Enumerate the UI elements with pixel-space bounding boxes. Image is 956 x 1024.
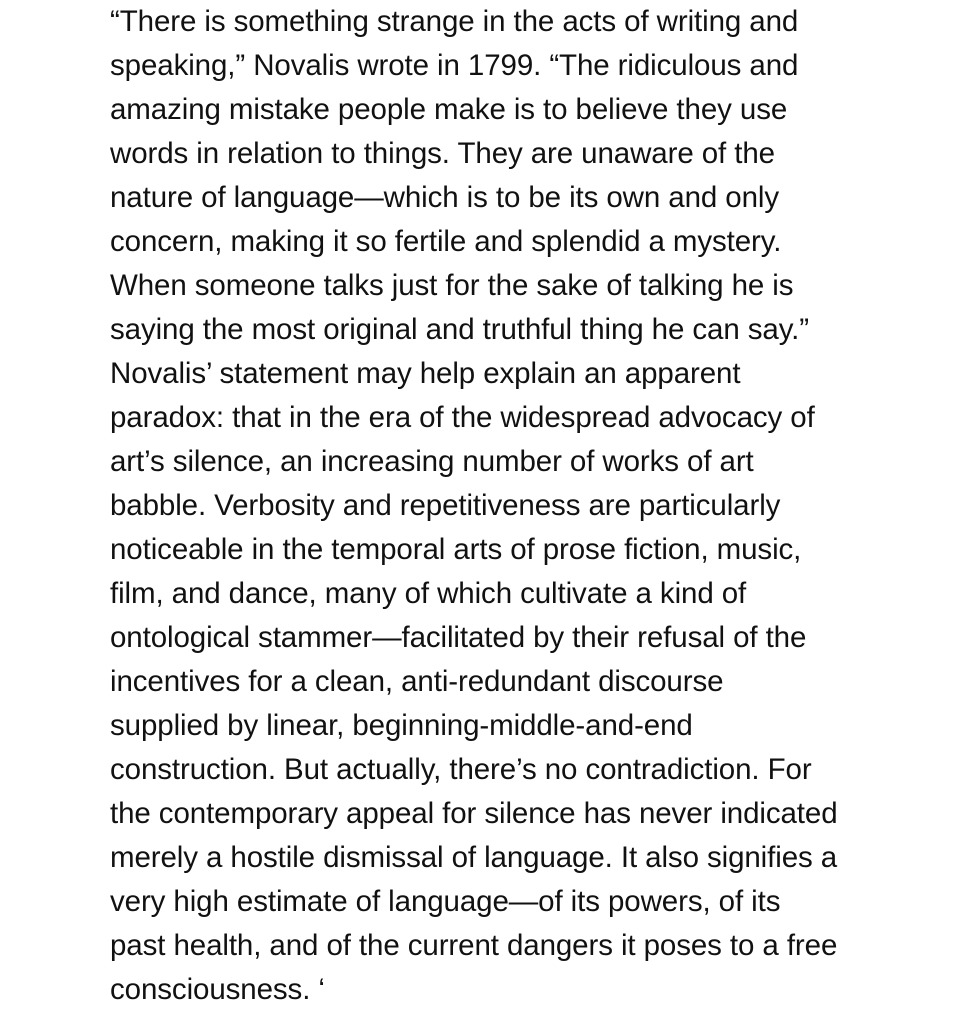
text-line-5: nature of language—which is to be its own and only <box>110 181 780 214</box>
text-line-4: words in relation to things. They are unaware of the <box>110 137 775 170</box>
text-line-17: supplied by linear, beginning-middle-and-end <box>110 709 693 742</box>
text-line-10: paradox: that in the era of the widespread advocacy of <box>110 401 815 434</box>
text-line-11: art’s silence, an increasing number of works of art <box>110 445 754 478</box>
text-line-8: saying the most original and truthful thing he can say.” <box>110 313 809 346</box>
text-line-19: the contemporary appeal for silence has never indicated <box>110 797 838 830</box>
text-line-14: film, and dance, many of which cultivate a kind of <box>110 577 747 610</box>
text-line-16: incentives for a clean, anti-redundant discourse <box>110 665 724 698</box>
text-line-15: ontological stammer—facilitated by their refusal of the <box>110 621 807 654</box>
text-line-3: amazing mistake people make is to believe they use <box>110 93 788 126</box>
text-line-6: concern, making it so fertile and splendid a mystery. <box>110 225 782 258</box>
text-line-9: Novalis’ statement may help explain an apparent <box>110 357 741 390</box>
text-line-18: construction. But actually, there’s no contradiction. For <box>110 753 812 786</box>
text-line-2: speaking,” Novalis wrote in 1799. “The ridiculous and <box>110 49 799 82</box>
text-line-23: consciousness. ‘ <box>110 973 325 1006</box>
text-line-22: past health, and of the current dangers it poses to a free <box>110 929 838 962</box>
body-text <box>110 0 950 1012</box>
text-line-1: “There is something strange in the acts of writing and <box>110 5 799 38</box>
text-line-21: very high estimate of language—of its powers, of its <box>110 885 781 918</box>
text-line-12: babble. Verbosity and repetitiveness are particularly <box>110 489 781 522</box>
text-line-7: When someone talks just for the sake of talking he is <box>110 269 794 302</box>
text-line-20: merely a hostile dismissal of language. It also signifies a <box>110 841 838 874</box>
text-line-13: noticeable in the temporal arts of prose fiction, music, <box>110 533 802 566</box>
